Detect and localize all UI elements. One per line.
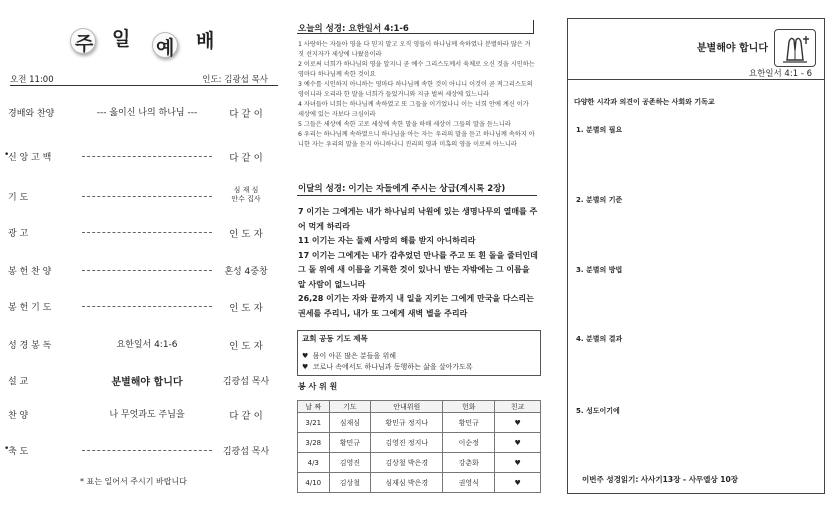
service-leader: 인도: 김광섭 목사 [202,75,268,85]
leader-dots [82,450,212,451]
month-verse: 7 이기는 그에게는 내가 하나님의 낙원에 있는 생명나무의 열매를 주어 먹게 하리라 [298,207,538,231]
table-cell: 4/10 [298,473,330,493]
scripture-column [291,0,545,507]
worship-order-column [0,0,283,507]
order-row [8,404,282,424]
title-char: 주 [75,33,94,55]
today-verses [298,40,536,150]
order-item-leader: 인 도 자 [229,229,263,240]
col-header: 헌화 [443,401,495,413]
order-item-leader: 다 같 이 [229,153,263,164]
order-item-detail: 나 무엇과도 주님을 [82,407,212,420]
table-cell: 3/21 [298,413,330,433]
order-item-leader: 김광섭 목사 [222,377,270,387]
order-item-name: 신 앙 고 백 [8,153,52,163]
month-verse: 17 이기는 그에게는 내가 감추었던 만나를 주고 또 흰 돌을 줄터인데 그 돌 위에 새 이름을 기록한 것이 있나니 받는 자밖에는 그 이름을 알 사람이 없느니라 [298,250,538,289]
order-item-name: 설 교 [8,377,29,387]
praying-hands-icon [774,29,816,67]
verse: 4 자녀들아 너희는 하나님께 속하였고 또 그들을 이기었나니 이는 너희 안에 계신 이가 세상에 있는 자보다 크심이라 [298,101,529,118]
order-row [8,370,282,390]
order-row [8,102,282,122]
col-header: 안내위원 [371,401,443,413]
order-row [8,222,282,242]
leader-dots [82,232,212,233]
table-cell: 김영진 [329,453,371,473]
order-item-name: 축 도 [8,447,29,457]
month-verse: 26,28 이기는 자와 끝까지 내 일을 지키는 그에게 만국을 다스리는 권세를 주리니, 내가 또 그에게 새벽 별을 주리라 [298,294,534,318]
verse: 5 그들은 세상에 속한 고로 세상에 속한 말을 하매 세상이 그들의 말을 듣느니라 [298,121,511,128]
verse: 2 이로써 너희가 하나님의 영을 알지니 곧 예수 그리스도께서 육체로 오신 것을 시인하는 영마다 하나님께 속한 것이요 [298,61,535,78]
heart-icon: ♥ [495,453,541,473]
leader-dots [82,156,212,157]
order-row [8,334,282,354]
table-cell: 김영진 정지나 [371,433,443,453]
divider [533,20,534,34]
month-verses [298,205,540,321]
table-row [298,453,541,473]
sermon-point: 3. 분별의 방법 [576,266,623,274]
table-row [298,413,541,433]
verse: 1 사랑하는 자들아 영을 다 믿지 말고 오직 영들이 하나님께 속하였나 분별하라 많은 거짓 선지자가 세상에 나왔음이라 [298,41,531,58]
prayer-item [302,351,396,361]
heart-icon: ♥ [302,363,309,371]
order-item-leader: 인 도 자 [229,303,263,314]
heart-icon: ♥ [302,352,309,360]
verse: 6 우리는 하나님께 속하였으니 하나님을 아는 자는 우리의 말을 듣고 하나님께 속하지 아니한 자는 우리의 말을 듣지 아니하나니 진리의 영과 미혹의 영을 이로써 아느니라 [298,131,535,148]
heart-icon: ♥ [495,473,541,493]
volunteers-table [297,400,541,493]
table-cell: 심재심 [329,413,371,433]
sermon-title: 분별해야 합니다 [696,43,768,54]
volunteers-title: 봉 사 위 원 [298,382,338,391]
order-item-name: 기 도 [8,193,29,203]
verse: 3 예수를 시인하지 아니하는 영마다 하나님께 속한 것이 아니니 이것이 곧 적그리스도의 영이니라 오리라 한 말을 너희가 들었거니와 지금 벌써 세상에 있느니라 [298,81,533,98]
order-row [8,296,282,316]
order-item-name: 경배와 찬양 [8,109,55,119]
order-row [8,186,282,206]
sermon-notes-panel [567,18,825,494]
order-item-leader: 혼성 4중창 [224,267,268,277]
order-item-leader: 인 도 자 [229,341,263,352]
table-header-row [298,401,541,413]
order-item-leader: 다 같 이 [229,411,263,422]
weekly-reading: 이번주 성경읽기: 사사기13장 - 사무엘상 10장 [582,475,738,484]
table-cell: 김상철 [329,473,371,493]
order-item-name: 광 고 [8,229,29,239]
divider [297,195,537,196]
prayer-title: 교회 공동 기도 제목 [302,334,368,343]
month-scripture-heading: 이달의 성경: 이기는 자들에게 주시는 상급(계시록 2장) [298,184,506,194]
table-cell: 3/28 [298,433,330,453]
table-cell: 황민규 정지나 [371,413,443,433]
order-item-name: 봉 헌 기 도 [8,303,52,313]
order-item-name: 찬 양 [8,411,29,421]
order-item-detail: 분별해야 합니다 [82,373,212,388]
month-verse: 11 이기는 자는 둘째 사망의 해를 받지 아니하리라 [298,236,476,245]
order-item-leader: 심 재 심 안수 집사 [231,186,261,203]
standing-note: * 표는 일어서 주시기 바랍니다 [80,477,187,486]
leader-dots [82,196,212,197]
table-cell: 이순정 [443,433,495,453]
order-item-leader: 김광섭 목사 [222,447,270,457]
table-row [298,433,541,453]
divider [10,85,278,86]
table-cell: 4/3 [298,453,330,473]
standing-mark: • [4,444,10,454]
order-item-leader: 다 같 이 [229,109,263,120]
col-header: 날 짜 [298,401,330,413]
divider [297,33,533,34]
order-item-name: 성 경 봉 독 [8,341,52,351]
order-item-detail: 요한일서 4:1-6 [82,337,212,350]
order-item-name: 봉 헌 찬 양 [8,267,52,277]
sermon-point: 4. 분별의 결과 [576,335,623,343]
table-cell: 황민규 [443,413,495,433]
divider [568,79,824,80]
table-cell: 강춘화 [443,453,495,473]
table-cell: 권영식 [443,473,495,493]
table-cell: 황민규 [329,433,371,453]
title-char: 배 [196,30,215,52]
service-time: 오전 11:00 [10,75,54,85]
sermon-point: 1. 분별의 필요 [576,126,623,134]
heart-icon: ♥ [495,413,541,433]
col-header: 기도 [329,401,371,413]
prayer-item [302,362,473,372]
order-row [8,260,282,280]
prayer-text: 몸이 아픈 많은 분들을 위해 [312,352,397,360]
sermon-point: 5. 성도이기에 [576,407,620,415]
prayer-text: 코로나 속에서도 하나님과 동행하는 삶을 살아가도록 [312,363,473,371]
order-row [4,146,282,166]
leader-dots [82,306,212,307]
col-header: 친교 [495,401,541,413]
today-scripture-heading: 오늘의 성경: 요한일서 4:1-6 [298,24,409,34]
leader-dots [82,270,212,271]
table-cell: 심재심 박은경 [371,473,443,493]
sermon-reference: 요한일서 4:1 - 6 [748,69,812,79]
sermon-point: 2. 분별의 기준 [576,196,623,204]
order-item-detail: --- 옳이신 나의 하나님 --- [82,105,212,118]
prayer-box [297,330,541,376]
table-cell: 김상철 박은경 [371,453,443,473]
sermon-intro: 다양한 시각과 의견이 공존하는 사회와 기독교 [574,98,715,106]
order-row [4,440,282,460]
standing-mark: • [4,150,10,160]
table-row [298,473,541,493]
title-char: 예 [156,37,175,59]
title-char: 일 [112,28,131,50]
heart-icon: ♥ [495,433,541,453]
